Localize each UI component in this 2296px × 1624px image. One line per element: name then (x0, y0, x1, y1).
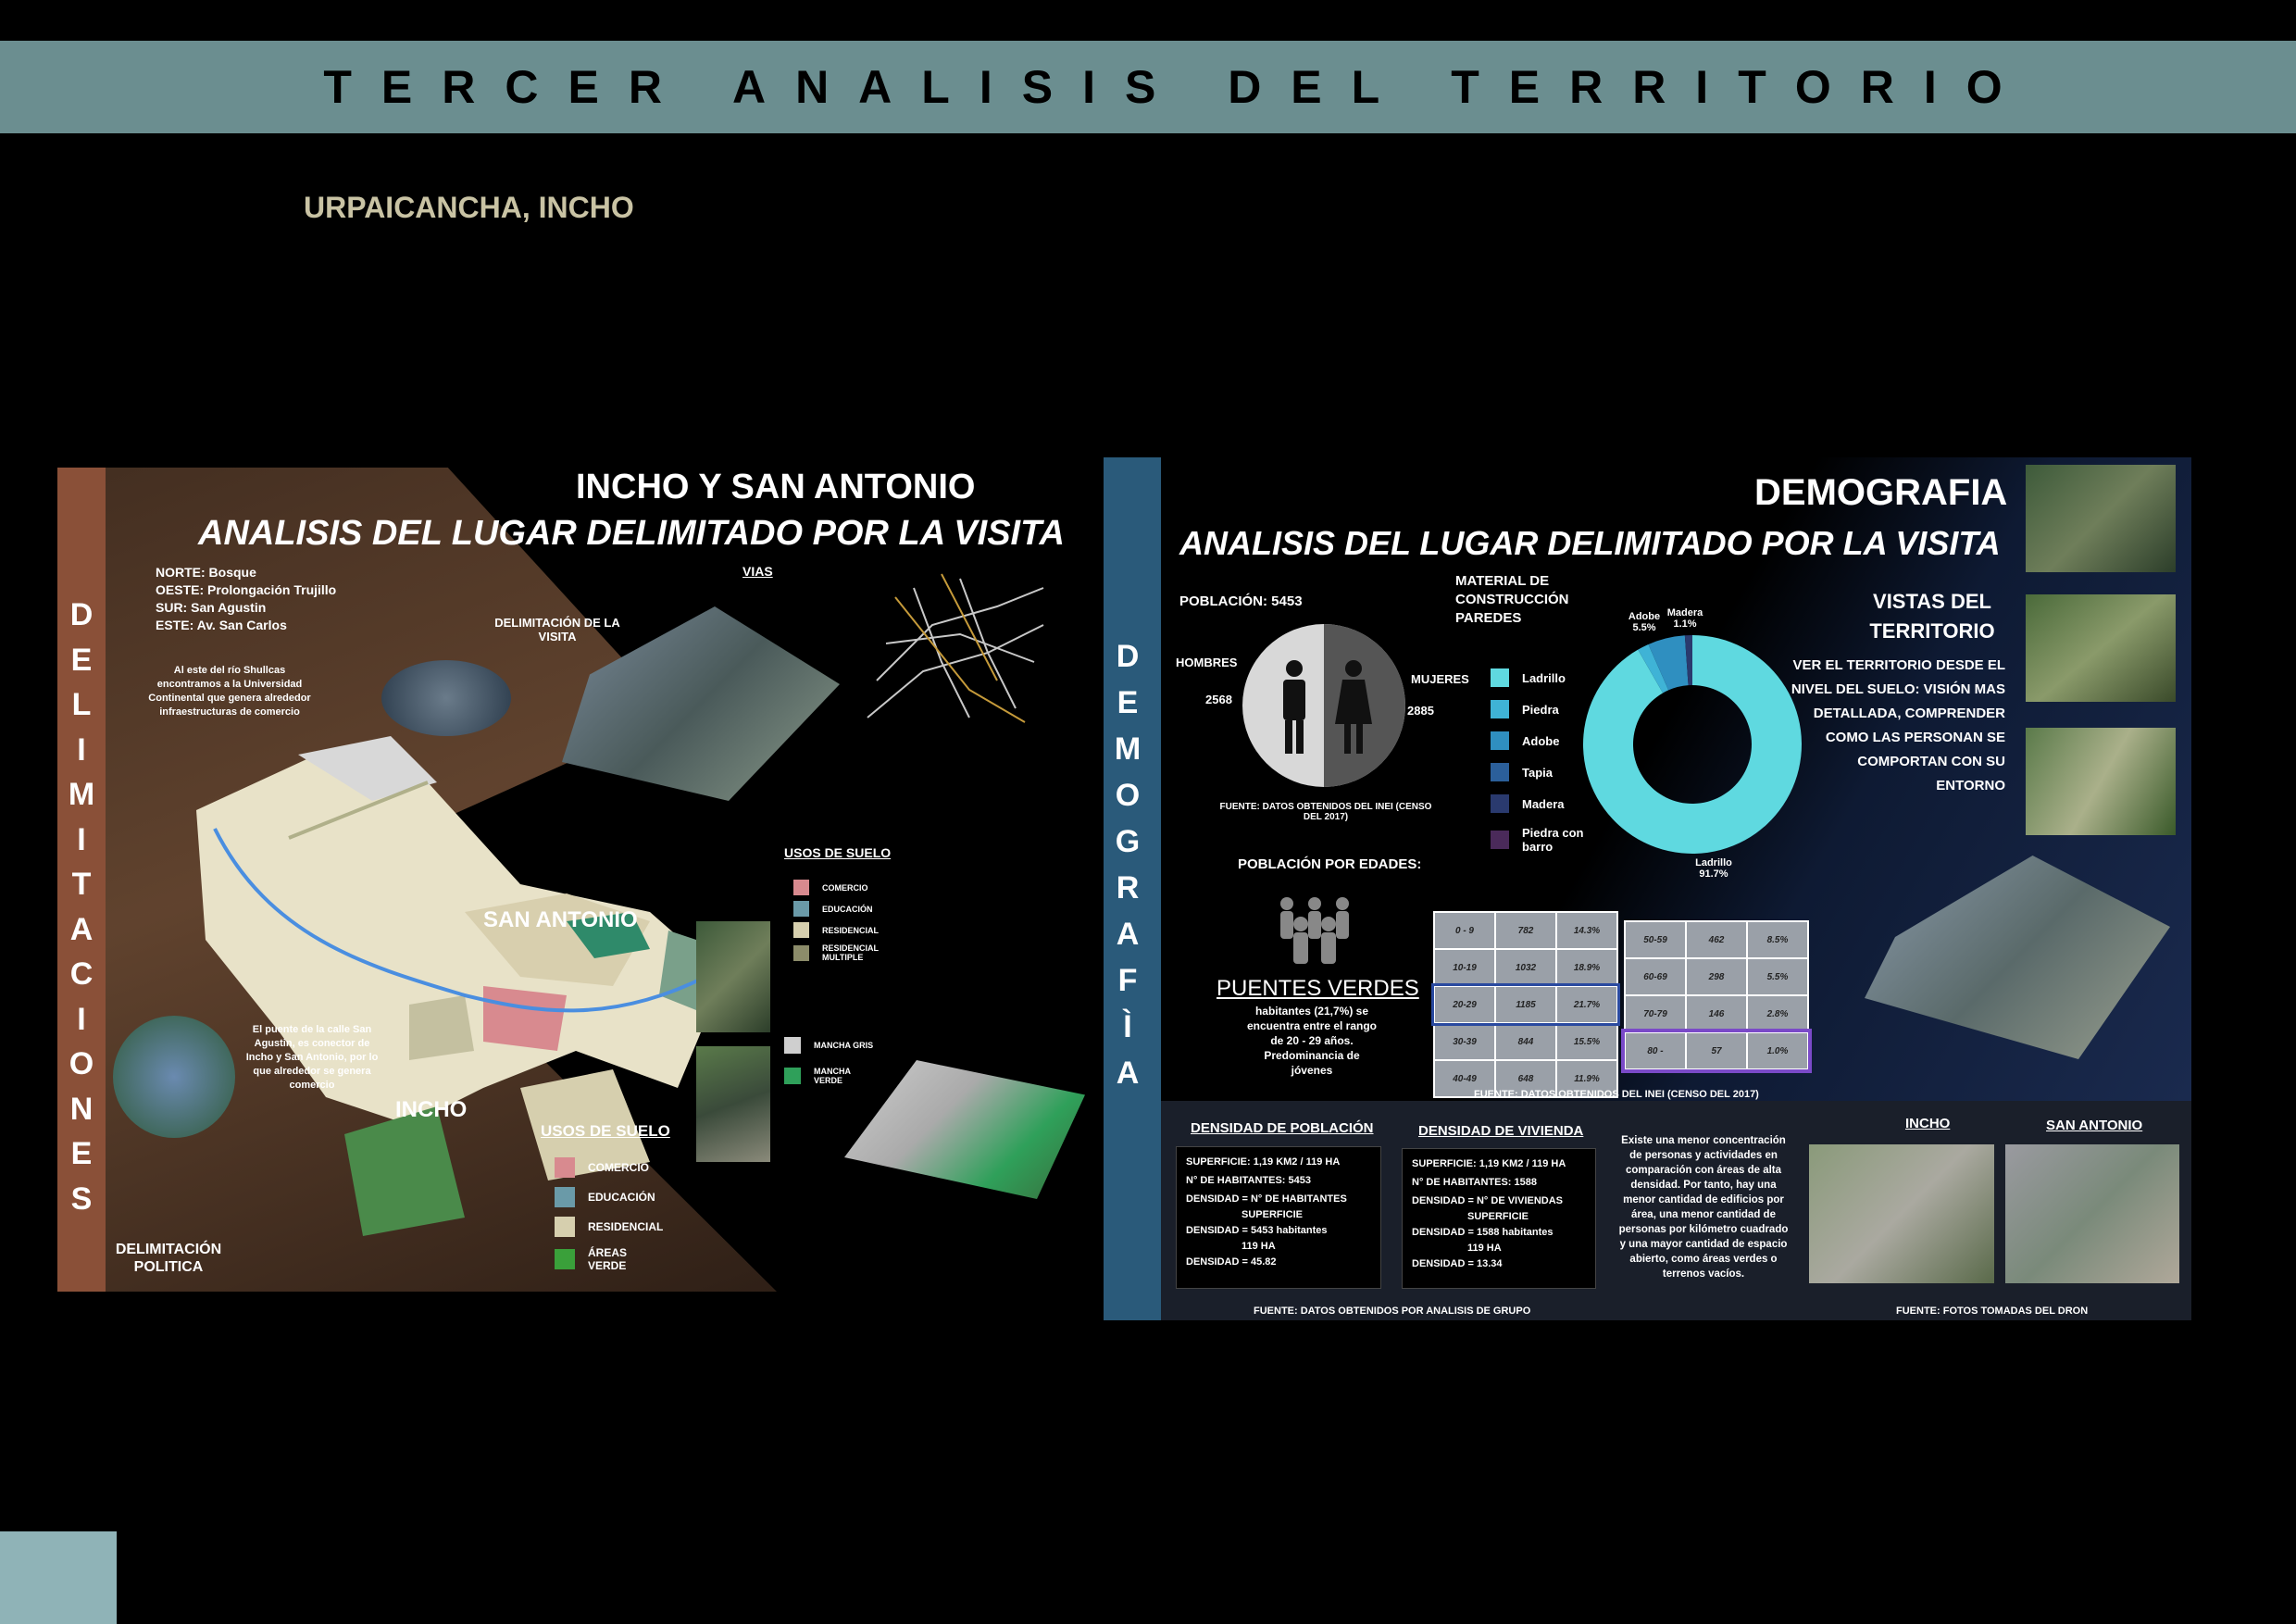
density-line: DENSIDAD = 5453 habitantes (1186, 1225, 1328, 1236)
view-photo-2 (2026, 594, 2176, 702)
legend-label: RESIDENCIAL (588, 1220, 664, 1233)
age-cell: 20-29 (1434, 986, 1495, 1023)
vertical-letter: D (69, 597, 94, 632)
density-line: SUPERFICIE: 1,19 KM2 / 119 HA (1186, 1156, 1341, 1168)
age-row (1625, 1032, 1808, 1069)
age-cell: 0 - 9 (1434, 912, 1495, 949)
age-cell: 57 (1686, 1032, 1747, 1069)
vertical-letter: I (77, 821, 86, 857)
san-antonio-map-label: SAN ANTONIO (483, 907, 638, 932)
legend-swatch (784, 1068, 801, 1084)
age-cell: 18.9% (1556, 949, 1617, 986)
vertical-letter: I (77, 731, 86, 768)
legend-item (793, 880, 887, 895)
age-cell: 10-19 (1434, 949, 1495, 986)
legend-item (793, 943, 887, 962)
legend-label: EDUCACIÓN (822, 904, 873, 914)
legend-item (1491, 826, 1587, 854)
vertical-letter: M (1114, 731, 1142, 767)
bridge-note: El puente de la calle San Agustin, es conector de Incho y San Antonio, por lo que alrededor se genera comercio (245, 1024, 379, 1091)
hombres-count: 2568 (1205, 693, 1232, 706)
edades-title: POBLACIÓN POR EDADES: (1238, 856, 1422, 872)
age-row (1625, 921, 1808, 958)
age-row (1434, 949, 1617, 986)
density-line: N° DE HABITANTES: 5453 (1186, 1175, 1311, 1186)
legend-label: ÁREAS VERDE (588, 1246, 628, 1272)
fuente-inei-2: FUENTE: DATOS OBTENIDOS DEL INEI (CENSO DEL 2017) (1474, 1089, 1759, 1100)
right-title: DEMOGRAFIA (1754, 472, 2008, 513)
puentes-verdes-label: PUENTES VERDES (1217, 976, 1419, 1001)
donut-adobe-label: Adobe 5.5% (1628, 611, 1661, 633)
legend-label: RESIDENCIAL (822, 925, 880, 935)
age-row (1434, 986, 1617, 1023)
age-cell: 14.3% (1556, 912, 1617, 949)
vertical-letter: T (71, 867, 92, 902)
vertical-letter: A (1116, 917, 1140, 952)
age-cell: 1185 (1495, 986, 1556, 1023)
legend-swatch (784, 1037, 801, 1054)
people-icon (1268, 893, 1361, 967)
age-cell: 298 (1686, 958, 1747, 995)
age-table-1 (1433, 911, 1618, 1098)
age-cell: 30-39 (1434, 1023, 1495, 1060)
edades-text: habitantes (21,7%) se encuentra entre el rango de 20 - 29 años. Predominancia de jóvenes (1246, 1005, 1378, 1077)
vertical-letter: G (1115, 824, 1141, 859)
legend-swatch (555, 1217, 575, 1237)
mujeres-label: MUJERES (1411, 672, 1469, 686)
mancha-map (844, 1060, 1085, 1199)
age-row (1625, 958, 1808, 995)
demografia-strip (1104, 457, 1161, 1320)
age-table-2 (1624, 920, 1809, 1070)
delim-visit-label: DELIMITACIÓN DE LA VISITA (494, 616, 620, 643)
mujeres-count: 2885 (1407, 704, 1434, 718)
donut-ladrillo-label: Ladrillo 91.7% (1695, 857, 1732, 880)
legend-swatch (793, 945, 809, 961)
age-cell: 648 (1495, 1060, 1556, 1097)
dens-pob-title: DENSIDAD DE POBLACIÓN (1191, 1120, 1374, 1136)
age-row (1434, 912, 1617, 949)
density-line: SUPERFICIE (1467, 1211, 1529, 1222)
legend-swatch (555, 1187, 575, 1207)
density-line: 119 HA (1467, 1243, 1502, 1254)
age-cell: 70-79 (1625, 995, 1686, 1032)
legend-swatch (555, 1249, 575, 1269)
gender-pie (1241, 622, 1407, 789)
vias-label: VIAS (742, 564, 773, 579)
density-line: 119 HA (1242, 1241, 1276, 1252)
vertical-letter: N (69, 1091, 94, 1127)
usos-suelo-title-2: USOS DE SUELO (541, 1122, 670, 1140)
legend-label: EDUCACIÓN (588, 1191, 655, 1204)
land-use-map (131, 699, 780, 1255)
bound-este: ESTE: Av. San Carlos (156, 618, 287, 632)
incho-photo-label: INCHO (1905, 1116, 1951, 1131)
legend-label: COMERCIO (822, 882, 868, 893)
legend-item (1491, 794, 1587, 813)
density-line: N° DE HABITANTES: 1588 (1412, 1177, 1537, 1188)
usos-suelo-legend-1 (793, 880, 887, 968)
legend-item (555, 1187, 653, 1207)
vistas-text: VER EL TERRITORIO DESDE EL NIVEL DEL SUELO: VISIÓN MAS DETALLADA, COMPRENDER COMO LAS PERSONAN SE COMPORTAN CON SU ENTORNO (1791, 657, 2005, 793)
vertical-letter: O (1115, 778, 1141, 813)
legend-item (784, 1037, 879, 1054)
material-legend (1491, 668, 1587, 867)
age-row (1625, 995, 1808, 1032)
dens-viv-box (1402, 1148, 1596, 1289)
legend-item (1491, 763, 1587, 781)
vertical-letter: F (1117, 963, 1138, 998)
view-photo-1 (2026, 465, 2176, 572)
legend-label: Madera (1522, 796, 1565, 811)
bridge-photo (113, 1016, 235, 1138)
density-line: SUPERFICIE (1242, 1209, 1304, 1220)
vertical-letter: S (70, 1181, 93, 1217)
density-line: DENSIDAD = 13.34 (1412, 1258, 1503, 1269)
age-cell: 80 - (1625, 1032, 1686, 1069)
legend-swatch (793, 880, 809, 895)
vertical-letter: R (1116, 870, 1140, 906)
legend-label: MANCHA VERDE (814, 1067, 851, 1085)
legend-label: Tapia (1522, 765, 1553, 780)
material-donut (1581, 633, 1803, 856)
legend-item (793, 922, 887, 938)
age-cell: 50-59 (1625, 921, 1686, 958)
usos-suelo-title-1: USOS DE SUELO (784, 845, 892, 860)
vertical-label (1104, 633, 1152, 1096)
demografia-panel (1104, 457, 2191, 1320)
page-subtitle: URPAICANCHA, INCHO (304, 191, 634, 224)
density-line: DENSIDAD = 1588 habitantes (1412, 1227, 1554, 1238)
donut-madera-label: Madera 1.1% (1666, 607, 1703, 630)
legend-label: Adobe (1522, 733, 1560, 748)
legend-item (555, 1217, 664, 1237)
bound-oeste: OESTE: Prolongación Trujillo (156, 582, 337, 597)
density-line: DENSIDAD = 45.82 (1186, 1256, 1277, 1268)
legend-label: Piedra con barro (1522, 826, 1584, 854)
fuente-dron: FUENTE: FOTOS TOMADAS DEL DRON (1896, 1305, 2089, 1317)
age-cell: 8.5% (1747, 921, 1808, 958)
vertical-letter: A (69, 911, 94, 947)
incho-aerial-photo (1809, 1144, 1994, 1283)
legend-label: MANCHA GRIS (814, 1041, 874, 1050)
bound-sur: SUR: San Agustin (156, 600, 267, 615)
dens-pob-box (1176, 1146, 1381, 1289)
legend-label: Ladrillo (1522, 670, 1566, 685)
age-cell: 11.9% (1556, 1060, 1617, 1097)
legend-item (1491, 731, 1587, 750)
legend-item (1491, 700, 1587, 718)
density-note: Existe una menor concentración de personas y actividades en comparación con áreas de alta densidad. Por tanto, hay una menor cantidad de edificios por área, una menor cantidad de personas por kilómetro cuadrado y una mayor cantidad de espacio abierto, como áreas verdes o terrenos vacíos. (1618, 1135, 1789, 1280)
view-photo-3 (2026, 728, 2176, 835)
san-antonio-aerial-photo (2005, 1144, 2179, 1283)
vertical-letter: L (71, 687, 92, 722)
density-line: DENSIDAD = N° DE HABITANTES (1186, 1193, 1347, 1205)
vegetation-photo (696, 1046, 770, 1162)
age-cell: 60-69 (1625, 958, 1686, 995)
age-cell: 2.8% (1747, 995, 1808, 1032)
legend-swatch (1491, 831, 1509, 849)
legend-swatch (793, 922, 809, 938)
age-cell: 462 (1686, 921, 1747, 958)
age-row (1434, 1023, 1617, 1060)
vertical-letter: I (77, 1001, 86, 1037)
legend-item (793, 901, 887, 917)
legend-swatch (1491, 731, 1509, 750)
age-cell: 146 (1686, 995, 1747, 1032)
vertical-letter: D (1116, 639, 1140, 674)
poblacion-total: POBLACIÓN: 5453 (1179, 593, 1303, 609)
legend-item (784, 1067, 879, 1085)
age-cell: 844 (1495, 1023, 1556, 1060)
dens-viv-title: DENSIDAD DE VIVIENDA (1418, 1123, 1584, 1139)
bounds-list (156, 564, 336, 634)
river-photo (696, 921, 770, 1032)
vertical-letter: E (70, 642, 93, 678)
density-line: DENSIDAD = N° DE VIVIENDAS (1412, 1195, 1564, 1206)
legend-swatch (1491, 668, 1509, 687)
age-cell: 40-49 (1434, 1060, 1495, 1097)
legend-swatch (1491, 794, 1509, 813)
legend-label: Piedra (1522, 702, 1559, 717)
river-note: Al este del río Shullcas encontramos a la Universidad Continental que genera alrededor infraestructuras de comercio (148, 665, 311, 718)
san-antonio-photo-label: SAN ANTONIO (2046, 1118, 2143, 1133)
material-title: MATERIAL DE CONSTRUCCIÓN PAREDES (1455, 573, 1569, 626)
legend-swatch (1491, 763, 1509, 781)
vertical-letter: Ì (1123, 1009, 1132, 1044)
age-cell: 5.5% (1747, 958, 1808, 995)
left-subtitle: ANALISIS DEL LUGAR DELIMITADO POR LA VISITA (198, 514, 1065, 553)
left-title: INCHO Y SAN ANTONIO (576, 468, 976, 506)
legend-swatch (1491, 700, 1509, 718)
legend-label: RESIDENCIAL MULTIPLE (822, 943, 879, 962)
legend-swatch (555, 1157, 575, 1178)
fuente-grupo: FUENTE: DATOS OBTENIDOS POR ANALISIS DE GRUPO (1254, 1305, 1531, 1317)
vertical-label (57, 593, 106, 1221)
corner-block (0, 1531, 117, 1624)
legend-swatch (793, 901, 809, 917)
vertical-letter: O (69, 1046, 94, 1081)
legend-item (555, 1246, 653, 1272)
right-subtitle: ANALISIS DEL LUGAR DELIMITADO POR LA VISITA (1179, 524, 2001, 562)
vertical-letter: M (68, 777, 95, 812)
legend-label: COMERCIO (588, 1161, 649, 1174)
bound-norte: NORTE: Bosque (156, 565, 256, 580)
age-cell: 1032 (1495, 949, 1556, 986)
age-cell: 1.0% (1747, 1032, 1808, 1069)
mancha-legend (784, 1037, 879, 1098)
delimitaciones-strip (57, 468, 106, 1292)
delimitaciones-panel (57, 468, 1085, 1292)
page-title: TERCER ANALISIS DEL TERRITORIO (323, 61, 2032, 113)
vertical-letter: E (1117, 685, 1139, 720)
usos-suelo-legend-2 (555, 1157, 664, 1281)
fuente-inei-1: FUENTE: DATOS OBTENIDOS DEL INEI (CENSO DEL 2017) (1219, 802, 1432, 822)
density-line: SUPERFICIE: 1,19 KM2 / 119 HA (1412, 1158, 1566, 1169)
incho-map-label: INCHO (395, 1097, 468, 1122)
delim-politica-label: DELIMITACIÓN POLITICA (115, 1242, 222, 1275)
legend-item (555, 1157, 653, 1178)
vias-map (858, 569, 1053, 727)
age-cell: 21.7% (1556, 986, 1617, 1023)
legend-item (1491, 668, 1587, 687)
hombres-label: HOMBRES (1176, 656, 1238, 669)
vertical-letter: C (69, 956, 94, 992)
vertical-letter: A (1116, 1056, 1140, 1091)
vertical-letter: E (70, 1136, 93, 1171)
age-cell: 15.5% (1556, 1023, 1617, 1060)
age-cell: 782 (1495, 912, 1556, 949)
vistas-title: VISTAS DEL TERRITORIO (1869, 590, 1995, 643)
